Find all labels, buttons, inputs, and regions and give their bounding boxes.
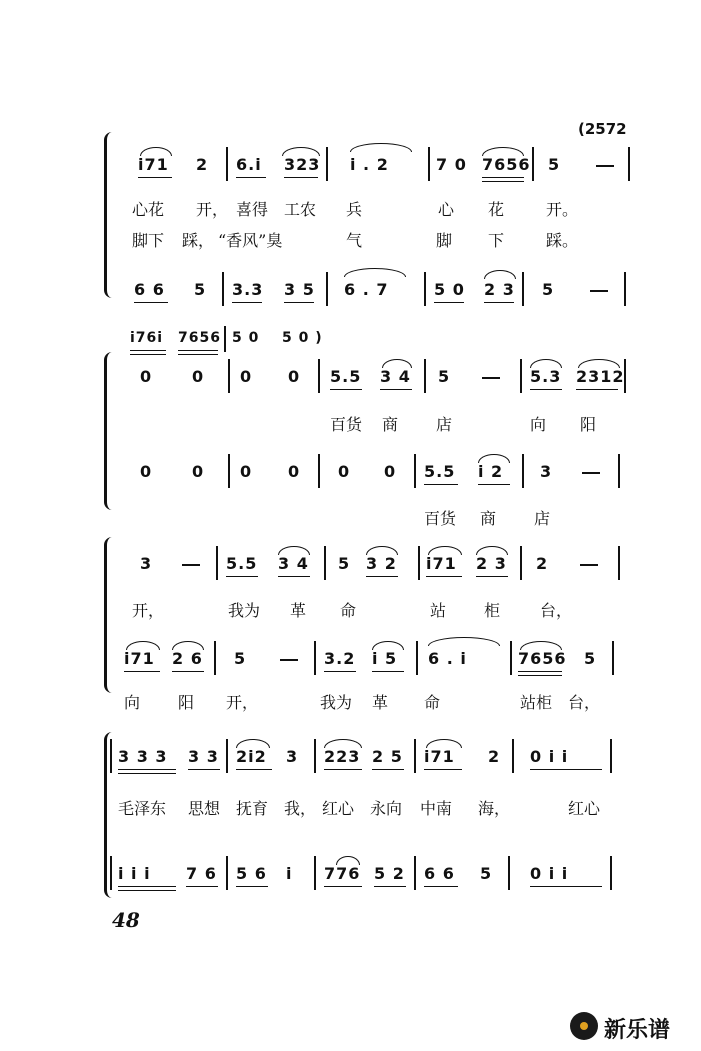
beam — [284, 177, 318, 178]
note: 7656 — [518, 649, 567, 668]
lyric: 踩。 — [546, 231, 579, 250]
note: i . 2 — [350, 155, 389, 174]
barline — [424, 359, 426, 393]
note: 0 — [140, 367, 153, 386]
slur — [126, 641, 160, 650]
lyric: 开， — [196, 200, 229, 219]
note: 6 6 — [424, 864, 455, 883]
barline — [216, 546, 218, 580]
beam — [366, 576, 398, 577]
beam — [118, 886, 176, 887]
barline — [314, 739, 316, 773]
repeat-barline — [508, 856, 510, 890]
note: 0 — [240, 462, 253, 481]
slur — [476, 546, 508, 555]
slur — [372, 641, 404, 650]
lyric: 下 — [488, 231, 505, 250]
barline — [214, 641, 216, 675]
note: 5 — [542, 280, 555, 299]
barline — [228, 454, 230, 488]
beam — [576, 389, 618, 390]
barline — [222, 272, 224, 306]
beam — [324, 769, 362, 770]
slur — [426, 739, 462, 748]
beam — [118, 773, 176, 774]
note: 3 4 — [380, 367, 411, 386]
lyric: 气 — [346, 231, 363, 250]
beam — [178, 350, 218, 351]
note: 0 — [240, 367, 253, 386]
beam — [284, 302, 314, 303]
sustain-dash — [580, 564, 598, 566]
note: 2 3 — [476, 554, 507, 573]
system3-voice2 — [0, 637, 701, 683]
beam — [232, 302, 262, 303]
lyric: 踩， — [182, 231, 215, 250]
beam — [476, 576, 508, 577]
lyric: 百货 — [424, 509, 457, 528]
note: i76i — [130, 330, 164, 346]
system1-voice2 — [0, 268, 701, 314]
beam — [138, 177, 172, 178]
barline — [226, 147, 228, 181]
beam — [518, 675, 562, 676]
lyric: 心花 — [132, 200, 165, 219]
beam — [124, 671, 160, 672]
note: 2i2 — [236, 747, 267, 766]
note: 0 — [140, 462, 153, 481]
beam — [484, 302, 514, 303]
system2-lyrics2 — [0, 502, 701, 532]
barline — [314, 641, 316, 675]
note: 5.5 — [330, 367, 362, 386]
sustain-dash — [280, 659, 298, 661]
system1-lyrics1 — [0, 193, 701, 223]
beam — [372, 671, 404, 672]
barline — [414, 856, 416, 890]
beam — [380, 389, 412, 390]
lyric: 向 — [124, 693, 141, 712]
beam — [236, 886, 268, 887]
slur — [344, 268, 406, 277]
slur — [382, 359, 412, 368]
barline — [428, 147, 430, 181]
barline — [624, 272, 626, 306]
barline — [416, 641, 418, 675]
note: i71 — [426, 554, 457, 573]
beam — [424, 484, 458, 485]
system2-lyrics1 — [0, 408, 701, 438]
barline — [520, 359, 522, 393]
barline — [510, 641, 512, 675]
note: i71 — [138, 155, 169, 174]
watermark-logo — [570, 1008, 695, 1044]
note: i i i — [118, 864, 151, 883]
barline — [624, 359, 626, 393]
beam — [518, 671, 562, 672]
beam — [434, 302, 464, 303]
lyric: 我为 — [320, 693, 353, 712]
note: 7656 — [482, 155, 531, 174]
page-number: 48 — [112, 908, 140, 932]
slur — [484, 270, 516, 279]
slur — [478, 454, 510, 463]
beam — [188, 769, 220, 770]
slur — [140, 147, 172, 156]
lyric: 商 — [382, 415, 399, 434]
barline — [324, 546, 326, 580]
note: 0 — [192, 462, 205, 481]
note: 0 — [288, 367, 301, 386]
note: i — [286, 864, 293, 883]
beam — [478, 484, 510, 485]
note: 0 — [384, 462, 397, 481]
lyric: 开。 — [546, 200, 579, 219]
logo-text: 新乐谱 — [604, 1018, 671, 1043]
lyric: 革 — [290, 601, 307, 620]
note: 6 . i — [428, 649, 467, 668]
slur — [278, 546, 310, 555]
note: 5 2 — [374, 864, 405, 883]
note: 2 — [488, 747, 501, 766]
note: 5 0 — [434, 280, 465, 299]
barline — [522, 272, 524, 306]
note: i71 — [424, 747, 455, 766]
barline — [326, 147, 328, 181]
note: 3 — [540, 462, 553, 481]
beam — [172, 671, 204, 672]
system2-voice1 — [0, 355, 701, 401]
note: 323 — [284, 155, 321, 174]
barline — [532, 147, 534, 181]
slur — [336, 856, 360, 865]
beam — [134, 302, 168, 303]
sustain-dash — [582, 472, 600, 474]
beam — [426, 576, 462, 577]
note: 7656 — [178, 330, 221, 346]
barline — [520, 546, 522, 580]
note: 3 — [140, 554, 153, 573]
note: 0 — [338, 462, 351, 481]
note: 223 — [324, 747, 361, 766]
note: 7 0 — [436, 155, 467, 174]
sustain-dash — [596, 165, 614, 167]
note: 5 0 — [232, 330, 260, 346]
beam — [236, 769, 272, 770]
top-paren: (2572 — [578, 120, 627, 138]
beam — [374, 886, 406, 887]
note: 5 — [548, 155, 561, 174]
note: 5 — [194, 280, 207, 299]
beam — [530, 769, 602, 770]
beam — [118, 890, 176, 891]
beam — [482, 177, 524, 178]
note: 3 3 3 — [118, 747, 168, 766]
note: 5.5 — [424, 462, 456, 481]
beam — [226, 576, 258, 577]
lyric: “香风”臭 — [218, 231, 283, 250]
slur — [520, 641, 562, 650]
barline — [610, 856, 612, 890]
lyric: 红心 — [322, 799, 355, 818]
lyric: 心 — [438, 200, 455, 219]
slur — [428, 637, 500, 646]
beam — [278, 576, 310, 577]
record-disc-icon — [570, 1012, 598, 1040]
lyric: 脚下 — [132, 231, 165, 250]
beam — [530, 389, 562, 390]
barline — [618, 454, 620, 488]
lyric: 开， — [132, 601, 165, 620]
barline — [414, 454, 416, 488]
beam — [424, 886, 458, 887]
beam — [186, 886, 218, 887]
note: i71 — [124, 649, 155, 668]
note: 0 — [192, 367, 205, 386]
note: 3 — [286, 747, 299, 766]
slur — [428, 546, 462, 555]
barline — [522, 454, 524, 488]
system4-voice2 — [0, 852, 701, 898]
note: 0 i i — [530, 747, 569, 766]
barline — [628, 147, 630, 181]
slur — [578, 359, 620, 368]
beam — [482, 181, 524, 182]
sustain-dash — [182, 564, 200, 566]
note: 2 5 — [372, 747, 403, 766]
note: 5 — [438, 367, 451, 386]
slur — [282, 147, 320, 156]
lyric: 兵 — [346, 200, 363, 219]
beam — [530, 886, 602, 887]
note: 0 — [288, 462, 301, 481]
lyric: 毛泽东 — [118, 799, 167, 818]
lyric: 我为 — [228, 601, 261, 620]
beam — [424, 769, 462, 770]
beam — [130, 350, 166, 351]
repeat-barline — [110, 739, 112, 773]
lyric: 向 — [530, 415, 547, 434]
note: 3 2 — [366, 554, 397, 573]
system3-voice1 — [0, 542, 701, 588]
note: 5 0 ) — [282, 330, 323, 346]
barline — [618, 546, 620, 580]
system4-lyrics1 — [0, 792, 701, 822]
lyric: 喜得 — [236, 200, 269, 219]
note: 0 i i — [530, 864, 569, 883]
note: 3.2 — [324, 649, 356, 668]
lyric: 柜 — [484, 601, 501, 620]
note: 776 — [324, 864, 361, 883]
system4-voice1 — [0, 735, 701, 781]
repeat-barline — [110, 856, 112, 890]
beam — [324, 671, 356, 672]
slur — [172, 641, 204, 650]
barline — [314, 856, 316, 890]
lyric: 海， — [478, 799, 511, 818]
barline — [424, 272, 426, 306]
lyric: 店 — [436, 415, 453, 434]
slur — [324, 739, 362, 748]
note: 7 6 — [186, 864, 217, 883]
lyric: 阳 — [580, 415, 597, 434]
barline — [228, 359, 230, 393]
repeat-barline — [318, 454, 320, 488]
beam — [330, 389, 362, 390]
beam — [236, 177, 266, 178]
beam — [118, 769, 176, 770]
lyric: 花 — [488, 200, 505, 219]
repeat-barline — [318, 359, 320, 393]
slur — [366, 546, 398, 555]
lyric: 革 — [372, 693, 389, 712]
lyric: 百货 — [330, 415, 363, 434]
beam — [372, 769, 404, 770]
barline — [418, 546, 420, 580]
lyric: 命 — [424, 693, 441, 712]
note: 3 3 — [188, 747, 219, 766]
sustain-dash — [590, 290, 608, 292]
note: 5 — [234, 649, 247, 668]
note: 3 5 — [284, 280, 315, 299]
barline — [612, 641, 614, 675]
note: 2 3 — [484, 280, 515, 299]
barline — [226, 856, 228, 890]
note: 5 — [338, 554, 351, 573]
lyric: 开， — [226, 693, 259, 712]
note: 3 4 — [278, 554, 309, 573]
note: 2 6 — [172, 649, 203, 668]
system3-lyrics1 — [0, 594, 701, 624]
system3-lyrics2 — [0, 686, 701, 716]
lyric: 台， — [568, 693, 601, 712]
beam — [324, 886, 362, 887]
note: i 5 — [372, 649, 398, 668]
note: 2312 — [576, 367, 625, 386]
note: 6 . 7 — [344, 280, 389, 299]
barline — [414, 739, 416, 773]
note: 3.3 — [232, 280, 264, 299]
lyric: 我， — [284, 799, 317, 818]
lyric: 阳 — [178, 693, 195, 712]
note: 5.5 — [226, 554, 258, 573]
system2-voice2 — [0, 450, 701, 496]
lyric: 永向 — [370, 799, 403, 818]
repeat-barline — [512, 739, 514, 773]
barline — [226, 739, 228, 773]
lyric: 命 — [340, 601, 357, 620]
lyric: 中南 — [420, 799, 453, 818]
system1-voice1 — [0, 143, 701, 189]
lyric: 站 — [430, 601, 447, 620]
note: 2 — [536, 554, 549, 573]
note: 6.i — [236, 155, 262, 174]
sustain-dash — [482, 377, 500, 379]
lyric: 脚 — [436, 231, 453, 250]
note: 5 — [584, 649, 597, 668]
barline — [610, 739, 612, 773]
lyric: 工农 — [284, 200, 317, 219]
note: i 2 — [478, 462, 504, 481]
note: 5 6 — [236, 864, 267, 883]
lyric: 站柜 — [520, 693, 553, 712]
note: 2 — [196, 155, 209, 174]
slur — [482, 147, 524, 156]
lyric: 思想 — [188, 799, 221, 818]
note: 6 6 — [134, 280, 165, 299]
slur — [236, 739, 270, 748]
lyric: 红心 — [568, 799, 601, 818]
note: 5.3 — [530, 367, 562, 386]
slur — [350, 143, 412, 152]
lyric: 商 — [480, 509, 497, 528]
barline — [326, 272, 328, 306]
slur — [530, 359, 562, 368]
note: 5 — [480, 864, 493, 883]
barline — [224, 326, 226, 352]
system1-lyrics2 — [0, 224, 701, 254]
lyric: 抚育 — [236, 799, 269, 818]
lyric: 台， — [540, 601, 573, 620]
lyric: 店 — [534, 509, 551, 528]
